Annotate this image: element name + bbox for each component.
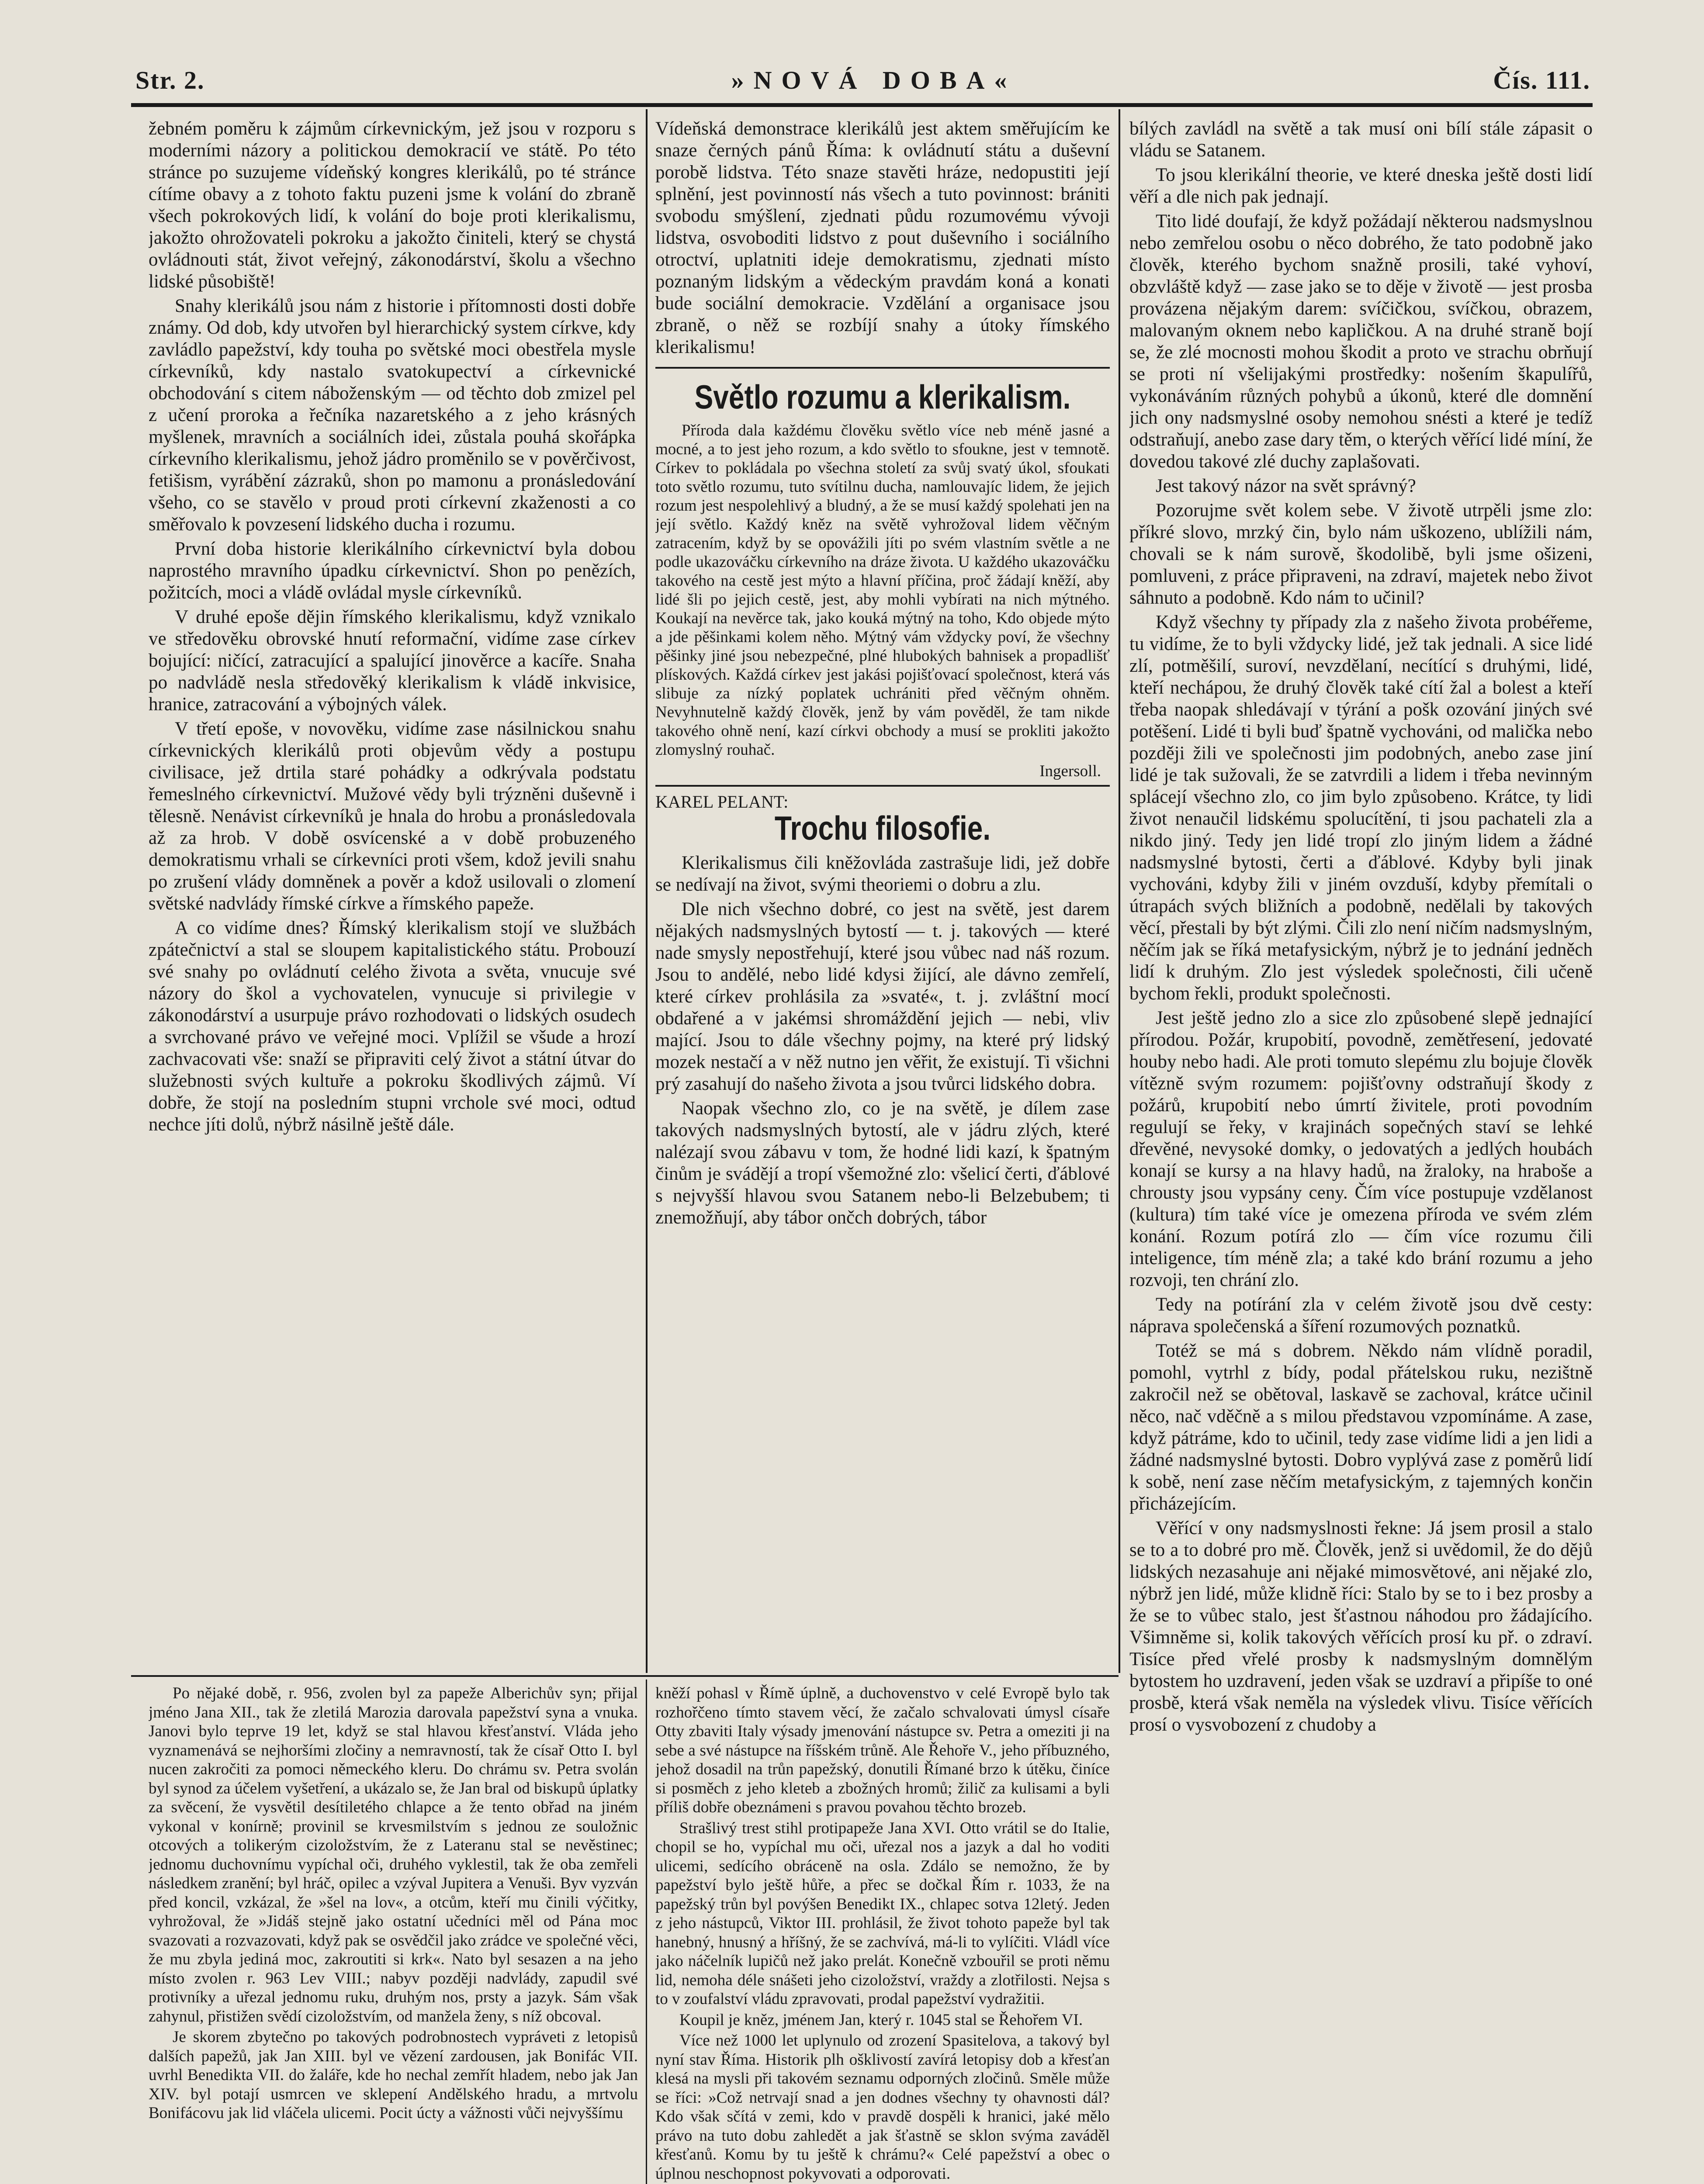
col1-paragraph: V druhé epoše dějin římského klerikalismu, když vznikalo ve středověku obrovské hnutí reformační, vidíme zase církev bojující: ničící, zatracující a spalující jinověrce a kacíře. Snaha po nadvládě nesla středověký klerikalism k vládě inkvisice, hranice, zatracování a výbojných válek. — [149, 607, 636, 715]
col3-paragraph: Tito lidé doufají, že když požádají některou nadsmyslnou nebo zemřelou osobu o něco dobrého, že tato podobně jako člověk, kterého bychom snažně prosili, také vyhoví, obzvláště když — zase jako se to děje v životě — jest prosba provázena nějakým darem: svíčičkou, svíčkou, obrazem, malovaným oknem nebo kapličkou. A na druhé straně bojí se, že zlé mocnosti mohou škodit a proto ve strachu obrňují se proti ní všelijakými prostředky: nošením škapulířů, vykonáváním různých pohybů a úkonů, které dle domnění jich ony nadsmyslné osoby nemohou snésti a které je tedíž odstraňují, anebo zase dary těm, o kterých věřící lidé míní, že dovedou takové zlé duchy zaplašovati. — [1129, 211, 1593, 472]
quote-text: Příroda dala každému člověku světlo více neb méně jasné a mocné, a to jest jeho rozum, a kdo světlo to sfoukne, jest v temnotě. Církev to pokládala po všechna století za svůj svatý úkol, sfoukati toto světlo rozumu, tuto svítilnu ducha, namlouvajíc lidem, že jejich rozum jest nespolehlivý a bludný, a že se musí každý spolehati jen na její světlo. Každý kněz na světě vyhrožoval lidem věčným zatracením, když by se opovážili jíti po svém vlastním světle a ne podle ukazováčku církevního na dráze života. U každého ukazováčku takového na cestě jest mýto a hlavní příčina, proč žádají kněží, aby lidé šli po jejich cestě, jest, aby mohli vybírati na nich mýtného. Koukají na nevěrce tak, jako kouká mýtný na toho, Kdo objede mýto a jde pěšinkami kolem něho. Mýtný vám vždycky poví, že všechny pěšinky jiné jsou nebezpečné, plné hlubokých bahnisek a propadlišť plískových. Každá církev jest jakási pojišťovací společnost, která vás slibuje za nízký poplatek uchrániti před věčným ohněm. Nevyhnutelně každý člověk, jenž by vám pověděl, že tam nikde takového ohně není, kazí církvi obchody a musí se prokliti jakožto zlomyslný rouhač. — [655, 422, 1110, 759]
footnote-paragraph: Strašlivý trest stihl protipapeže Jana XVI. Otto vrátil se do Italie, chopil se ho, vypíchal mu oči, uřezal nos a jazyk a dal ho voditi ulicemi, sedícího obráceně na osla. Zdálo se nemožno, že by papežství bylo ještě hůře, a přec se dočkal Řím r. 1033, že na papežský trůn byl povýšen Benedikt IX., chlapec sotva 12letý. Jeden z jeho nástupců, Viktor III. prohlásil, že život tohoto papeže byl tak hanebný, hnusný a hříšný, že se zachvívá, má-li to vylíčiti. Vládl více jako náčelník lupičů než jako prelát. Konečně vzbouřil se proti němu lid, nemoha déle snášeti jeho cizoložství, vraždy a zlotřilosti. Nejsa s to v zoufalství vládu zpravovati, prodal papežství vydražitii. — [655, 1819, 1110, 2008]
footnote-left — [149, 1684, 638, 2184]
article-title-1: Světlo rozumu a klerikalism. — [694, 378, 1071, 416]
page-header — [131, 66, 1590, 100]
footnote-paragraph: kněží pohasl v Římě úplně, a duchovenstvo v celé Evropě bylo tak rozhořčeno tímto stavem věcí, že začalo schvalovati úmysl císaře Otty zbaviti Italy výsady jmenování nástupce sv. Petra a omeziti ji na sebe a své nástupce na říšském trůně. Ale Řehoře V., jeho příbuzného, jehož dosadil na trůn papežský, donutili Římané brzo k útěku, činíce si posměch z jeho kleteb a zbožných hromů; žilič za kulisami a byli příliš dobře obeznámeni s pravou povahou těchto brozeb. — [655, 1684, 1110, 1816]
column-rule-1 — [646, 109, 648, 1673]
col3-paragraph: Jest ještě jedno zlo a sice zlo způsobené slepě jednající přírodou. Požár, krupobití, povodně, zemětřesení, jedovaté houby nebo hadi. Ale proti tomuto slepému zlu bojuje člověk vítězně svým rozumem: pojišťovny odstraňují škody z požárů, krupobití nebo úmrtí živitele, proti povodním regulují se řeky, v krajinách sopečných staví se lehké dřevěné, nevysoké domky, o jedovatých a jedlých houbách konají se kursy a na hlavy hadů, na žraloky, na hraboše a chrousty jsou vypsány ceny. Čím více postupuje vzdělanost (kultura) tím také více je omezena příroda ve svém zlém konání. Rozum potírá zlo — čím více rozumu čili inteligence, tím méně zla; a také kdo brání rozumu a jeho rozvoji, ten chrání zlo. — [1129, 1008, 1593, 1290]
header-rule — [131, 103, 1593, 107]
col1-paragraph: První doba historie klerikálního církevnictví byla dobou naprostého mravního úpadku církevnictví. Shon po penězích, požitcích, moci a vládě ovládal mysle církevníků. — [149, 539, 636, 603]
col3-paragraph: Věřící v ony nadsmyslnosti řekne: Já jsem prosil a stalo se to a to dobré pro mě. Člověk, jenž si uvědomil, že do dějů lidských nezasahuje ani nějaké mimosvětové, ani nějaké zlo, nýbrž jen lidé, může klidně říci: Stalo by se to i bez prosby a že se to vůbec stalo, jest šťastnou náhodou pro žádajícího. Všimněme si, kolik takových věřících prosí ku př. o zdraví. Tisíce před vřelé prosby k nadsmyslným domnělým bytostem ho uzdravení, jeden však se uzdraví a připíše to oné prosbě, která však neměla na výsledek vlivu. Tisíce věřících prosí o vysvobození z chudoby a — [1129, 1518, 1593, 1735]
quote-block — [655, 421, 1110, 781]
column-2 — [655, 118, 1110, 1671]
footnote-paragraph: Více než 1000 let uplynulo od zrození Spasitelova, a takový byl nyní stav Říma. Historik plh ošklivostí zavírá letopisy dob a křesťan klesá na mysli při takovém seznamu odporných zločinů. Směle může se říci: »Což netrvají snad a jen dodnes všechny ty ohavnosti dál? Kdo však sčítá v zemi, kdo v pravdě dospěli k hranici, jaké mělo právo na tuto dobu zahledět a jak šťastně se sklon svýma zaváděl křesťanů. Komu by tu ještě k chrámu?« Celé papežství a obec o úplnou neschopnost pokyvovati a odporovati. — [655, 2032, 1110, 2183]
footnote-paragraph: Je skorem zbytečno po takových podrobnostech vypráveti z letopisů dalších papežů, jak Jan XIII. byl ve vězení zardousen, jak Bonifác VII. uvrhl Benedikta VII. do žaláře, kde ho nechal zemřít hladem, nebo jak Jan XIV. byl potají usmrcen ve sklepení Andělského hradu, a mrtvolu Bonifácovu jak lid vláčela ulicemi. Pocit úcty a vážnosti vůči nejvyššímu — [149, 2028, 638, 2122]
article-title-2: Trochu filosofie. — [774, 809, 991, 847]
col2-paragraph: Vídeňská demonstrace klerikálů jest aktem směřujícím ke snaze černých pánů Říma: k ovládnutí státu a duševní porobě lidstva. Této snaze stavěti hráze, nedopustiti její splnění, jest povinností nás všech a tuto povinnost: brániti svobodu smýšlení, zjednati půdu rozumovému vývoji lidstva, osvoboditi lidstvo z pout duševního i sociálního otroctví, uplatniti ideje demokratismu, zjednati místo poznaným lidským a vědeckým pravdám koná a konati bude sociální demokracie. Vzdělání a organisace jsou zbraně, o něž se rozbíjí snahy a útoky římského klerikalismu! — [655, 118, 1110, 357]
issue-number: Čís. 111. — [1493, 66, 1590, 94]
article-author: KAREL PELANT: — [655, 792, 789, 812]
col2-paragraph: Dle nich všechno dobré, co jest na světě, jest darem nějakých nadsmyslných bytostí — t. j. takových — které nade smysly nepostřehují, které jsou vůbec nad náš rozum. Jsou to andělé, nebo lidé kdysi žijící, ale dávno zemřelí, které církev prohlásila za »svaté«, t. j. zvláštní mocí obdařené a v jakémsi shromáždění jejich — nebi, vliv mající. Jsou to dále všechny pojmy, na které prý lidský mozek nestačí a v něž nutno jen věřit, že existují. Ti všichni prý zasahují do našeho života a jsou tvůrci lidského dobra. — [655, 899, 1110, 1094]
col3-paragraph: Totéž se má s dobrem. Někdo nám vlídně poradil, pomohl, vytrhl z bídy, podal přátelskou ruku, nezištně zakročil než se obětoval, laskavě se zachoval, krátce učinil něco, nač vděčně a s milou představou vzpomínáme. A zase, když pátráme, kdo to učinil, tedy zase vidíme lidi a jen lidi a žádné nadsmyslné bytosti. Dobro vyplývá zase z poměrů lidí k sobě, není zase něčím metafysickým, z tajemných končin přicházejícím. — [1129, 1341, 1593, 1514]
col3-paragraph: bílých zavládl na světě a tak musí oni bílí stále zápasit o vládu se Satanem. — [1129, 118, 1593, 161]
footnote-right — [655, 1684, 1110, 2184]
col1-paragraph: Snahy klerikálů jsou nám z historie i přítomnosti dosti dobře známy. Od dob, kdy utvořen byl hierarchický system církve, kdy zavládlo papežství, kdy touha po světské moci obestřela mysle církevníků, kdy nastalo svatokupectví a církevnické obchodování s citem náboženským — od těchto dob zmizel pel z učení proroka a řečníka nazaretského a z jeho krásných myšlenek, mravních a sociálních idei, zůstala pouhá skořápka církevního klerikalismu, jehož jádro proměnilo se v pověrčivost, fetišism, vyrábění zázraků, shon po mamonu a pronásledování všeho, co se stavělo v proud proti církevní zkaženosti a co směřovalo k povzesení lidského ducha i rozumu. — [149, 296, 636, 535]
notes-rule — [131, 1675, 1119, 1677]
column-rule-notes — [646, 1679, 647, 2184]
col3-paragraph: Tedy na potírání zla v celém životě jsou dvě cesty: náprava společenská a šíření rozumových poznatků. — [1129, 1294, 1593, 1337]
column-3 — [1129, 118, 1593, 2184]
col2-paragraph: Klerikalismus čili kněžovláda zastrašuje lidi, jež dobře se nedívají na život, svými theoriemi o dobru a zlu. — [655, 853, 1110, 895]
footnote-paragraph: Koupil je kněz, jménem Jan, který r. 1045 stal se Řehořem VI. — [679, 2011, 1083, 2029]
col3-paragraph: To jsou klerikální theorie, ve které dneska ještě dosti lidí věří a dle nich pak jednají. — [1129, 165, 1593, 207]
col2-paragraph: Naopak všechno zlo, co je na světě, je dílem zase takových nadsmyslných bytostí, ale v jádru zlých, které nalézají svou zábavu v tom, že hodné lidi kazí, k špatným činům je svádějí a tropí všemožné zlo: všelicí čerti, ďáblové s nejvyšší hlavou svou Satanem nebo-li Belzebubem; ti znemožňují, aby tábor ončch dobrých, tábor — [655, 1098, 1110, 1228]
section-rule — [655, 367, 1110, 369]
column-1 — [149, 118, 636, 1671]
col1-paragraph: V třetí epoše, v novověku, vidíme zase násilnickou snahu církevnických klerikálů proti objevům vědy a postupu civilisace, jež drtila staré pohádky a odkrývala podstatu řemeslného církevnictví. Mužové vědy byli trýzněni duševně i tělesně. Nenávist církevníků je hnala do hrobu a pronásledovala až za hrob. V době osvícenské a v době probuzeného demokratismu vrhali se církevníci proti všem, kdož jevili snahu po zrušení vlády domněnek a pověr a kdož usilovali o zlomení světské nadvlády římské církve a římského papeže. — [149, 719, 636, 914]
col1-paragraph: A co vidíme dnes? Římský klerikalism stojí ve službách zpátečnictví a stal se sloupem kapitalistického státu. Probouzí své snahy po ovládnutí celého života a světa, vnucuje své názory do škol a vychovatelen, vynucuje si privilegie v zákonodárství a usurpuje právo rozhodovati o lidských osudech a svrchované právo ve veřejné moci. Vplížil se všude a hrozí zachvacovati vše: snaží se připraviti celý život a státní útvar do služebnosti svých kultuře a pokroku škodlivých zájmů. Ví dobře, že stojí na posledním stupni vrchole své moci, odtud nechce jíti dolů, nýbrž násilně ještě dále. — [149, 918, 636, 1135]
section-rule — [655, 785, 1110, 787]
col3-paragraph: Pozorujme svět kolem sebe. V životě utrpěli jsme zlo: příkré slovo, mrzký čin, bylo nám uškozeno, ublížili nám, chovali se k nám surově, škodolibě, byli jsme ošizeni, pomluveni, z práce připraveni, na zdraví, majetek nebo život sáhnuto a podobně. Kdo nám to učinil? — [1129, 500, 1593, 608]
masthead-title: »NOVÁ DOBA« — [731, 66, 1017, 94]
quote-signature: Ingersoll. — [1039, 762, 1101, 780]
page-number: Str. 2. — [135, 66, 205, 94]
footnote-paragraph: Po nějaké době, r. 956, zvolen byl za papeže Alberichův syn; přijal jméno Jana XII., tak že zletilá Marozia darovala papežství syna a vnuka. Janovi bylo teprve 19 let, když se stal hlavou křesťanství. Vláda jeho vyznamenává se nejhoršími zločiny a nemravností, tak že císař Otto I. byl nucen zakročiti za pomoci německého kleru. Do chrámu sv. Petra svolán byl synod za účelem vyšetření, a ukázalo se, že Jan bral od biskupů úplatky za svěcení, že vysvětil desítiletého chlapce a že tento obřad na jiném vykonal v konírně; provinil se krvesmilstvím s jednou ze souložnic otcových a tolikerým cizoložstvím, že z Lateranu stal se nevěstinec; jednomu duchovnímu vypíchal oči, druhého vyklestil, tak že oba zemřeli následkem zranění; byl hráč, opilec a vzýval Jupitera a Venuši. Byv vyzván před koncil, vzkázal, že »šel na lov«, a otcům, kteří mu činili výčitky, vyhrožoval, že »Jidáš stejně jako ostatní učedníci měl od Pána moc svazovati a rozvazovati, když pak se osvědčil jako zrádce ve společné věci, že mu zbyla jediná moc, zakroutiti si krk«. Nato byl sesazen a na jeho místo zvolen r. 963 Lev VIII.; nabyv později nadvlády, zapudil své protivníky a uřezal jednomu ruku, druhým nos, prsty a jazyk. Sám však zahynul, přistižen svědí cizoložstvím, od manžela ženy, s níž obcoval. — [149, 1684, 638, 2025]
col3-paragraph: Když všechny ty případy zla z našeho života probéřeme, tu vidíme, že to byli vždycky lidé, jež tak jednali. A sice lidé zlí, potměšilí, suroví, nevzdělaní, necítící s druhými, lidé, kteří nechápou, že druhý člověk také cítí žal a bolest a kteří třeba naopak shledávají v týrání a pošk ozování jiných své potěšení. Lidé ti byli buď špatně vychováni, od malička nebo později žili ve společnosti jim podobných, anebo zase jiní lidé je tak sužovali, že se zatvrdili a lidem i třeba nevinným splácejí všechno zlo, co jim bylo způsobeno. Krátce, ty lidi život nenaučil lidskému spolucítění, ti jsou pachateli zla a nikdo jiný. Tedy jen lidé tropí zlo jiným lidem a žádné nadsmyslné bytosti, čerti a ďáblové. Kdyby byli jinak vychováni, kdyby žili v jiném ovzduší, kdyby přemítali o útrapách svých bližních a podobně, nedělali by takových věcí, přestali by být zlými. Čili zlo není ničím nadsmyslným, něčím jak se říká metafysickým, nýbrž je to jednání jedněch lidí k druhým. Zlo jest výsledek společnosti, čili učeně bychom řekli, produkt společnosti. — [1129, 612, 1593, 1004]
column-rule-2 — [1119, 109, 1120, 1673]
col1-paragraph: žebném poměru k zájmům církevnickým, jež jsou v rozporu s moderními názory a politickou demokracií ve státě. Po této stránce po suzujeme vídeňský kongres klerikálů, po té stránce cítíme obavy a z tohoto faktu puzeni jsme k volání do zbraně všech pokrokových lidí, k volání do boje proti klerikalismu, jakožto ohrožovateli pokroku a jakožto činiteli, který se chystá ovládnouti stát, život veřejný, zákonodárství, školu a všechno lidské působiště! — [149, 118, 636, 292]
col3-paragraph: Jest takový názor na svět správný? — [1156, 476, 1416, 496]
